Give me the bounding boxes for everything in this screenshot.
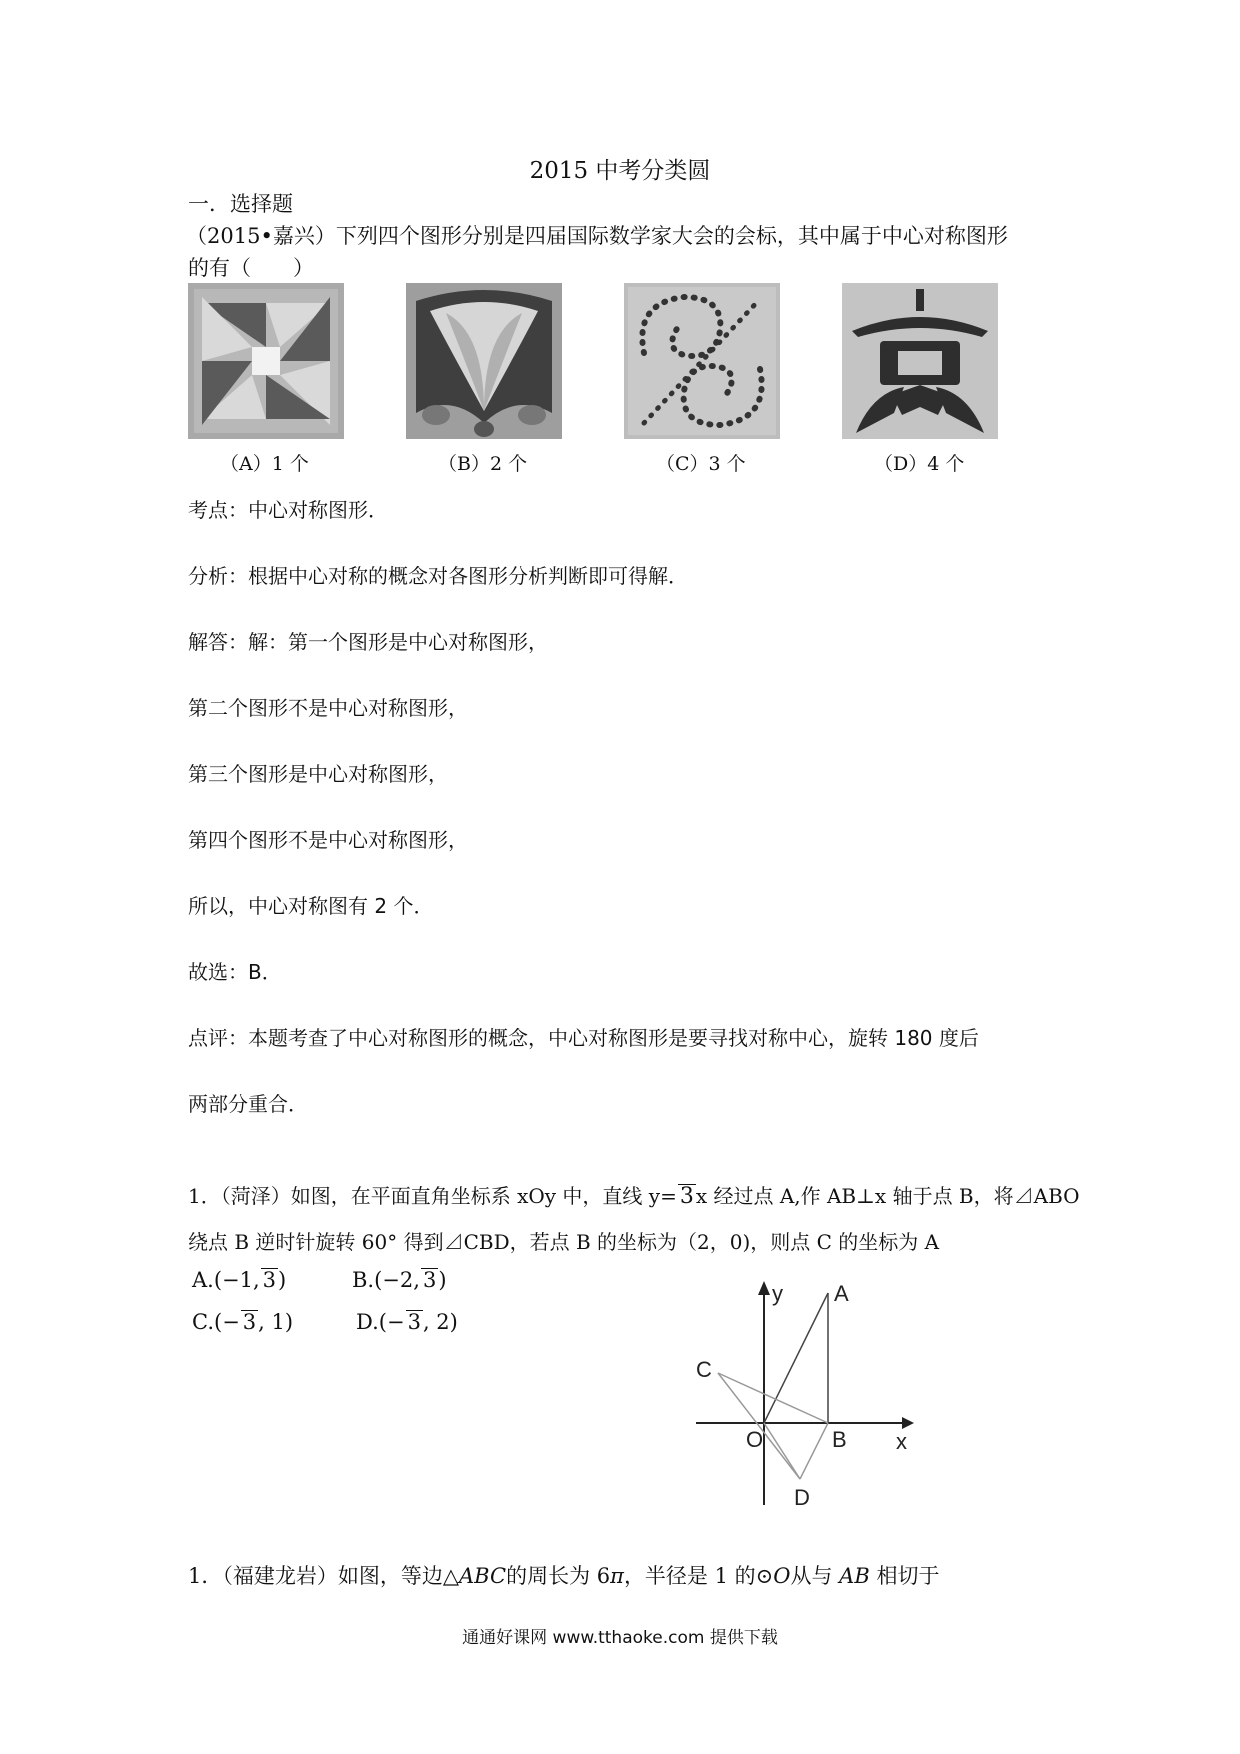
option-d-close: , 2) (422, 1310, 458, 1334)
jieda-line-4: 第四个图形不是中心对称图形， (188, 828, 468, 852)
q3-text-b: 的周长为 6 (506, 1564, 611, 1588)
q3-stem-line1 (188, 1560, 939, 1590)
jieda-line-5: 所以，中心对称图有 2 个． (188, 894, 434, 918)
dotted-spiral-logo-icon (624, 283, 780, 439)
q3-circle-name: O (773, 1564, 791, 1588)
q3-triangle-name: ABC (459, 1564, 507, 1588)
segment-cd (718, 1373, 800, 1479)
q2-stem-text-a: 1．（菏泽）如图，在平面直角坐标系 xOy 中，直线 y= (188, 1184, 677, 1208)
figure-caption-c: （C）3 个 (656, 453, 746, 475)
sqrt-symbol (261, 1268, 278, 1292)
q2-option-d (356, 1310, 458, 1334)
page-title: 2015 中考分类圆 (529, 158, 711, 184)
q2-stem-line1 (188, 1180, 1080, 1209)
q2-stem-text-b: x 经过点 A,作 AB⊥x 轴于点 B，将⊿ABO (695, 1184, 1080, 1208)
q3-segment-name: AB (839, 1564, 870, 1588)
option-b-text: B.(−2, (352, 1268, 420, 1292)
sqrt-symbol (678, 1184, 696, 1209)
option-d-text: D.(− (356, 1310, 405, 1334)
x-axis-arrow (902, 1417, 914, 1429)
glyph-logo-icon (842, 283, 998, 439)
segment-cb (718, 1373, 828, 1423)
figure-caption-b: （B）2 个 (438, 453, 528, 475)
jieda-line-2: 第二个图形不是中心对称图形， (188, 696, 468, 720)
q1-stem-line1: （2015•嘉兴）下列四个图形分别是四届国际数学家大会的会标，其中属于中心对称图形 (186, 224, 1008, 248)
fan-logo-icon (406, 283, 562, 439)
q2-option-b (352, 1268, 447, 1292)
segment-od (764, 1423, 800, 1479)
segment-oa (764, 1293, 828, 1423)
radicand: 3 (679, 1184, 694, 1209)
dianping-line-2: 两部分重合． (188, 1092, 308, 1116)
coordinate-diagram (690, 1275, 950, 1515)
jieda-line-3: 第三个图形是中心对称图形， (188, 762, 448, 786)
fenxi-line: 分析：根据中心对称的概念对各图形分析判断即可得解． (188, 564, 688, 588)
q2-option-a (192, 1268, 286, 1292)
figure-caption-a: （A）1 个 (220, 453, 309, 475)
option-a-text: A.(−1, (192, 1268, 260, 1292)
pinwheel-logo-icon (188, 283, 344, 439)
q3-text-a: 1．（福建龙岩）如图，等边△ (188, 1564, 460, 1588)
q3-text-d: 从与 (790, 1564, 840, 1588)
option-a-close: ) (278, 1268, 287, 1292)
jieda-line-6: 故选：B． (188, 960, 282, 984)
radicand: 3 (262, 1268, 277, 1292)
y-axis-arrow (758, 1281, 770, 1295)
section-heading: 一．选择题 (188, 192, 293, 216)
label-o: O (746, 1427, 764, 1452)
label-c: C (696, 1357, 712, 1382)
dianping-line-1: 点评：本题考查了中心对称图形的概念，中心对称图形是要寻找对称中心，旋转 180 度后 (188, 1026, 979, 1050)
q1-stem-line2: 的有（ ） (188, 256, 314, 280)
q3-pi: π (610, 1564, 624, 1588)
sqrt-symbol (406, 1310, 423, 1334)
label-a: A (834, 1281, 849, 1306)
figure-caption-d: （D）4 个 (874, 453, 965, 475)
option-c-close: , 1) (258, 1310, 294, 1334)
q3-text-e: 相切于 (869, 1564, 940, 1588)
option-b-close: ) (438, 1268, 447, 1292)
page-footer: 通通好课网 www.tthaoke.com 提供下载 (462, 1628, 778, 1648)
radicand: 3 (422, 1268, 437, 1292)
q2-stem-line2: 绕点 B 逆时针旋转 60° 得到⊿CBD，若点 B 的坐标为（2，0)，则点 C 的坐标为 A (188, 1230, 940, 1254)
jieda-line-1: 解答：解：第一个图形是中心对称图形， (188, 630, 548, 654)
label-y: y (772, 1281, 783, 1306)
kaodian-line: 考点：中心对称图形． (188, 498, 388, 522)
sqrt-symbol (241, 1310, 258, 1334)
option-c-text: C.(− (192, 1310, 240, 1334)
q3-text-c: ，半径是 1 的⊙ (623, 1564, 774, 1588)
sqrt-symbol (421, 1268, 438, 1292)
label-x: x (896, 1429, 907, 1454)
label-d: D (794, 1485, 810, 1510)
q2-option-c (192, 1310, 293, 1334)
radicand: 3 (242, 1310, 257, 1334)
radicand: 3 (407, 1310, 421, 1334)
label-b: B (832, 1427, 847, 1452)
segment-bd (800, 1423, 828, 1479)
